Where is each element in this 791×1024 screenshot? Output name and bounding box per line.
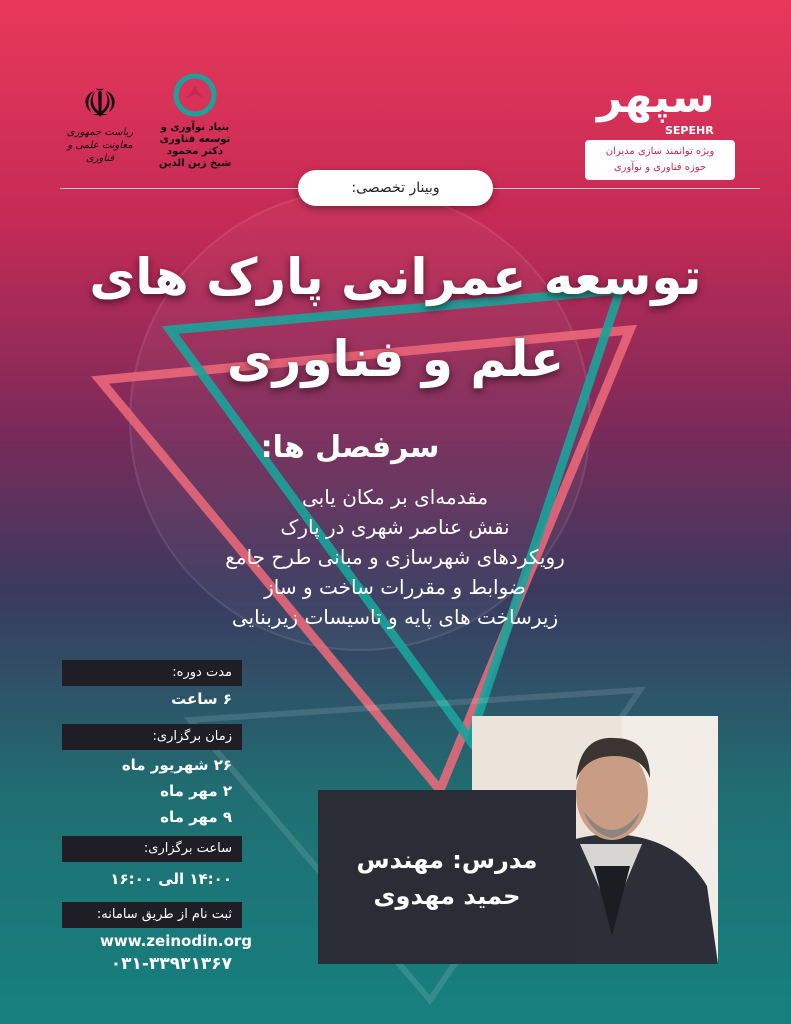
- syllabus-item: نقش عناصر شهری در پارک: [280, 515, 510, 539]
- sepehr-tagline-line2: حوزه فناوری و نوآوری: [613, 162, 707, 173]
- foundation-name-line4: شیخ زین الدین: [158, 158, 232, 169]
- foundation-name-line2: توسعه فناوری: [159, 134, 231, 145]
- sepehr-logo-mark: سپهر: [597, 72, 715, 123]
- time-label: ساعت برگزاری:: [62, 836, 242, 862]
- date-item: ۹ مهر ماه: [160, 808, 232, 826]
- date-item: ۲۶ شهریور ماه: [121, 756, 232, 774]
- time-value: ۱۴:۰۰ الی ۱۶:۰۰: [110, 870, 232, 888]
- syllabus-list: [150, 482, 640, 632]
- sepehr-tagline: [585, 140, 735, 180]
- phone-number: ۰۳۱-۳۳۹۳۱۳۶۷: [110, 954, 232, 974]
- government-name-line2: معاونت علمی و فناوری: [67, 140, 133, 164]
- register-label: ثبت نام از طریق سامانه:: [62, 902, 242, 928]
- government-logo: [55, 82, 145, 165]
- date-item: ۲ مهر ماه: [160, 782, 232, 800]
- duration-label: مدت دوره:: [62, 660, 242, 686]
- instructor-name: حمید مهدوی: [373, 882, 521, 910]
- title-line-1: توسعه عمرانی پارک های: [89, 248, 702, 306]
- government-name-line1: ریاست جمهوری: [66, 127, 134, 138]
- duration-value: ۶ ساعت: [171, 690, 232, 708]
- sepehr-logo-latin: SEPEHR: [665, 124, 714, 137]
- foundation-emblem-icon: [172, 72, 218, 118]
- sepehr-tagline-line1: ویژه توانمند سازی مدیران: [605, 146, 715, 157]
- website-link[interactable]: www.zeinodin.org: [100, 932, 253, 950]
- syllabus-item: رویکردهای شهرسازی و مبانی طرح جامع: [225, 545, 565, 569]
- sepehr-logo: [585, 72, 735, 182]
- syllabus-item: زیرساخت های پایه و تاسیسات زیربنایی: [231, 605, 559, 629]
- webinar-type-pill: وبینار تخصصی:: [298, 170, 493, 206]
- syllabus-item: ضوابط و مقررات ساخت و ساز: [264, 575, 526, 599]
- foundation-name-line3: دکتر محمود: [166, 146, 224, 157]
- foundation-logo: [150, 72, 240, 170]
- instructor-card: [318, 790, 576, 964]
- syllabus-item: مقدمه‌ای بر مکان یابی: [301, 485, 489, 509]
- title-line-2: علم و فناوری: [226, 330, 565, 388]
- instructor-title: مدرس: مهندس: [356, 846, 538, 874]
- dates-label: زمان برگزاری:: [62, 724, 242, 750]
- syllabus-heading: سرفصل ها:: [260, 430, 440, 465]
- iran-emblem-icon: ☫: [82, 81, 118, 127]
- foundation-name-line1: بنیاد نوآوری و: [160, 122, 230, 133]
